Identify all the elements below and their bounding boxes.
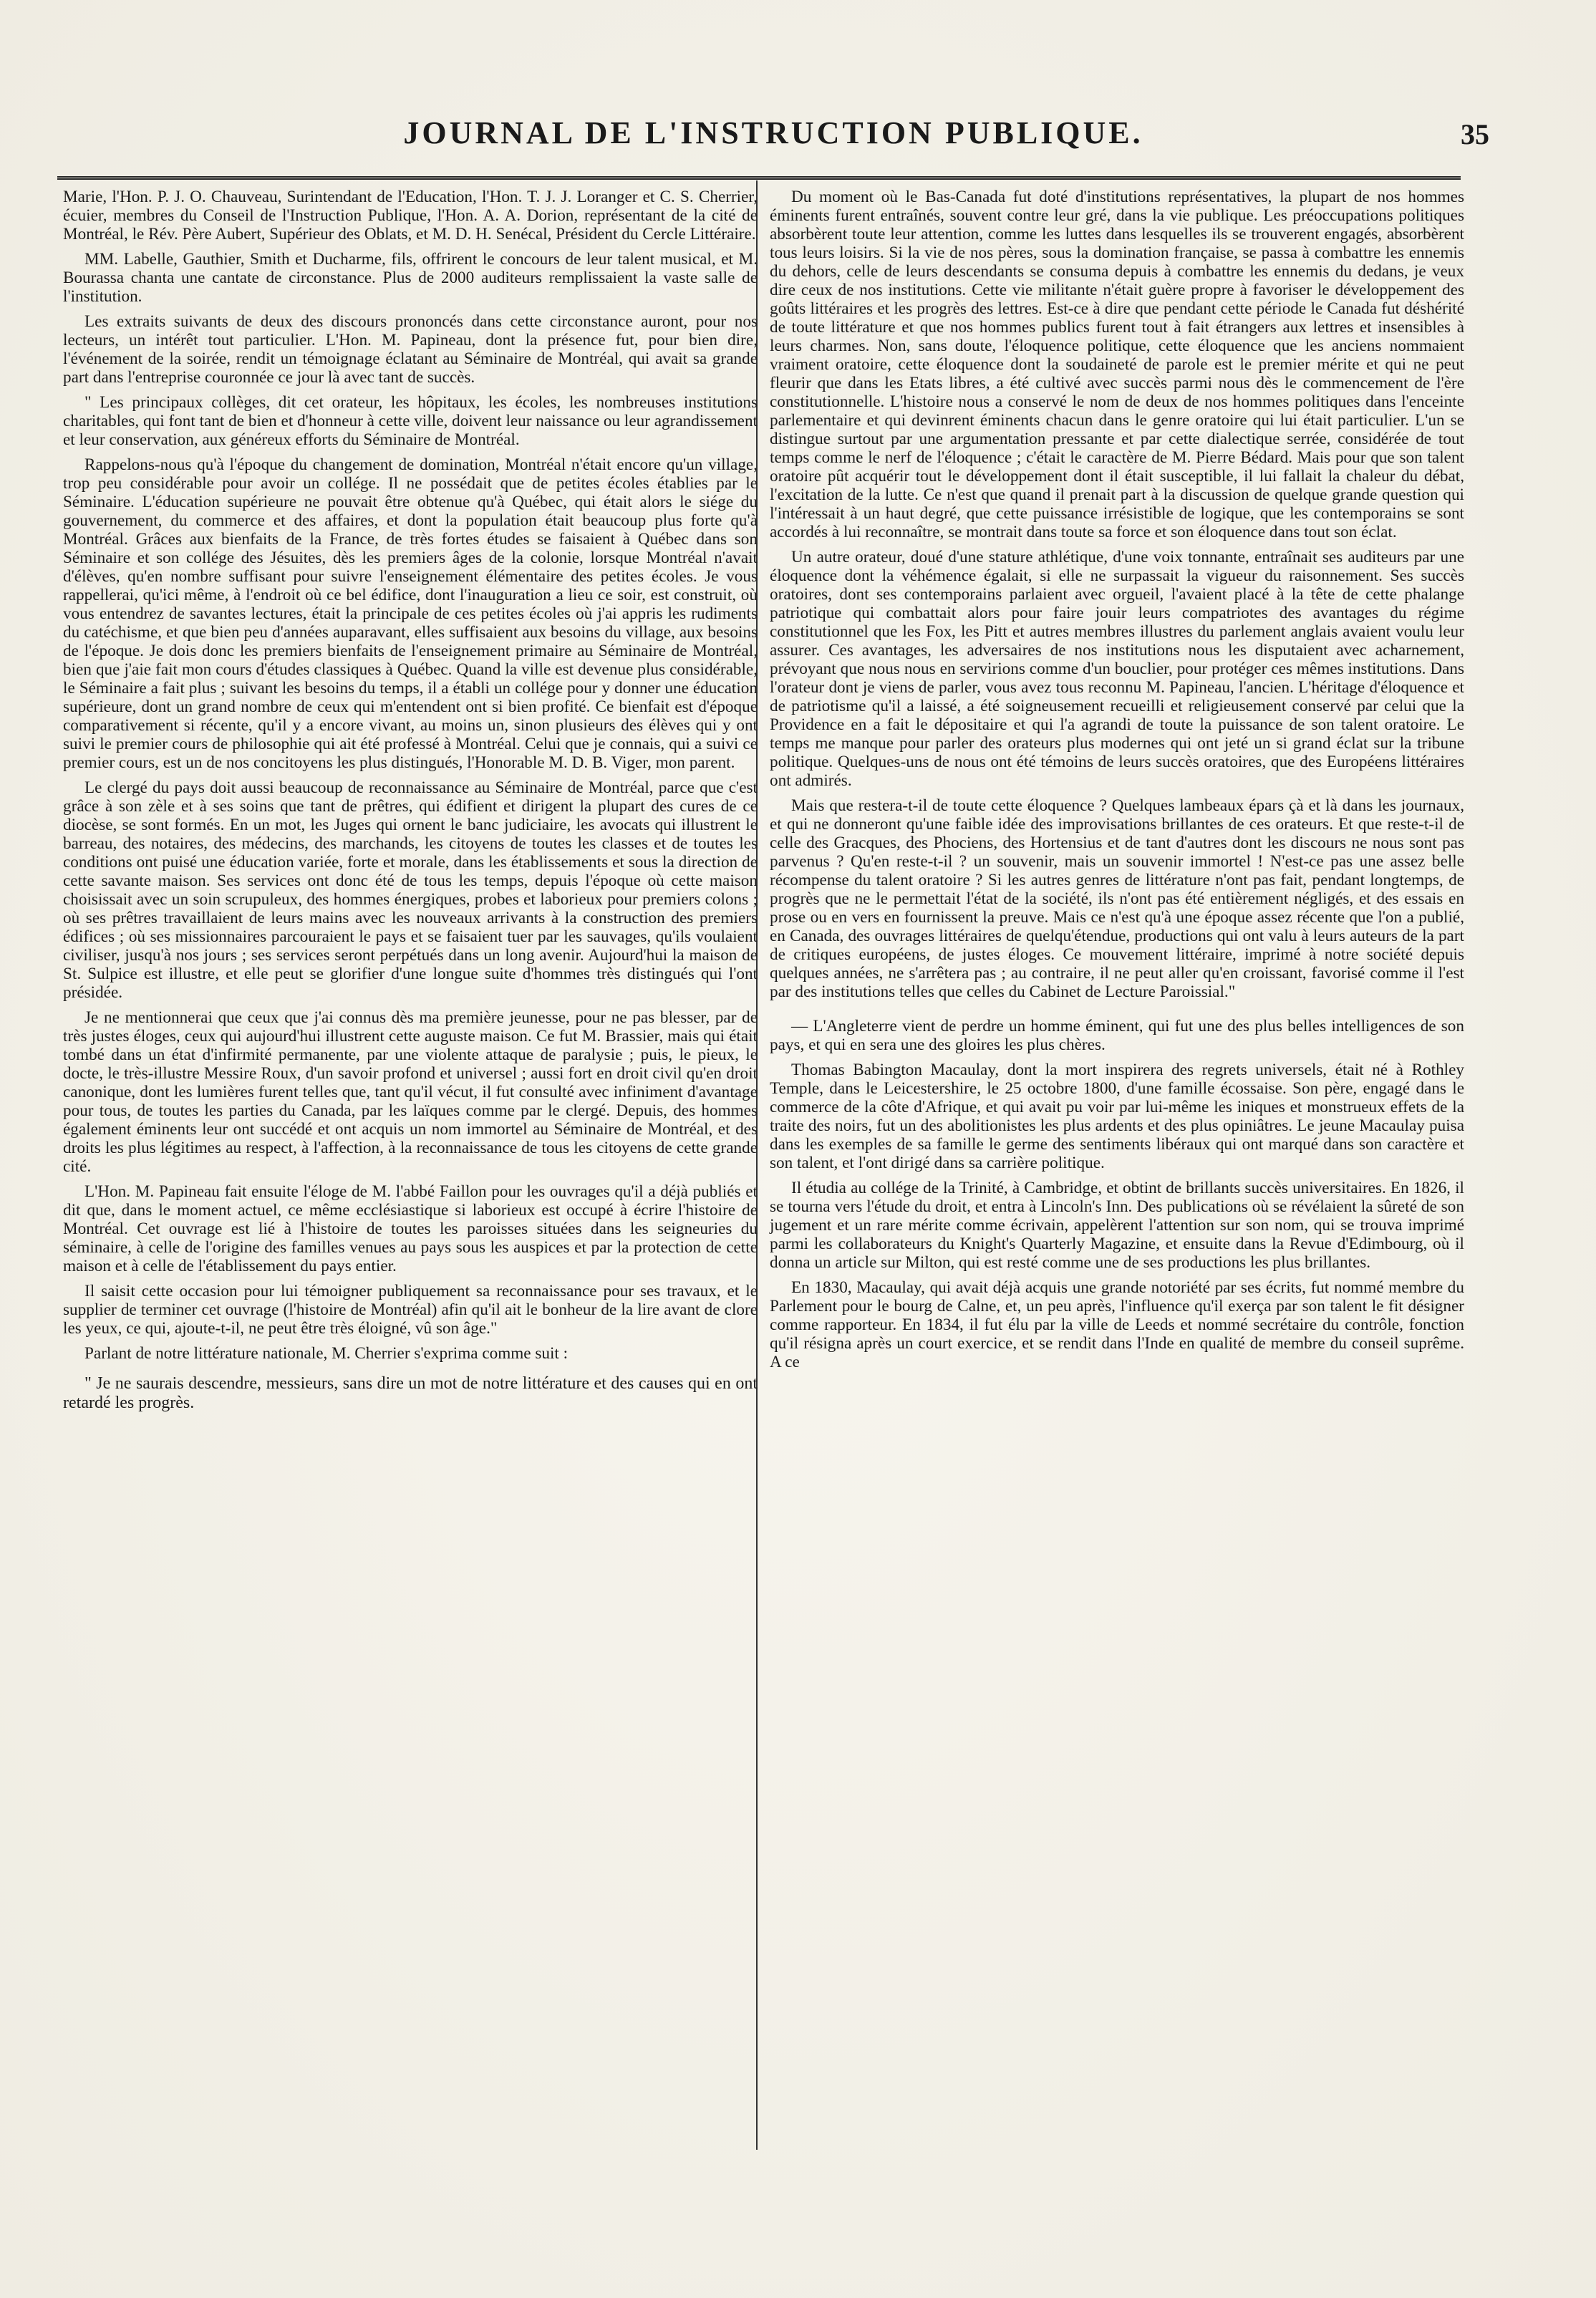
paragraph: En 1830, Macaulay, qui avait déjà acquis une grande notoriété par ses écrits, fut nommé membre du Parlement pour le bourg de Calne, et, un peu après, l'influence qu'il exerça par son talent le fit désigner comme rapporteur. En 1834, il fut élu par la ville de Leeds et nommé secrétaire du contrôle, fonction qu'il résigna après un court exercice, et se rendit dans l'Inde en qualité de membre du conseil suprême. A ce xyxy=(770,1278,1464,1371)
right-column xyxy=(770,188,1464,1378)
paragraph: " Les principaux collèges, dit cet orateur, les hôpitaux, les écoles, les nombreuses institutions charitables, qui font tant de bien et d'honneur à cette ville, doivent leur naissance ou leur agrandissement et leur conservation, aux généreux efforts du Séminaire de Montréal. xyxy=(63,393,758,449)
page-number: 35 xyxy=(1461,118,1489,150)
paragraph: Parlant de notre littérature nationale, M. Cherrier s'exprima comme suit : xyxy=(84,1344,569,1363)
paragraph: Les extraits suivants de deux des discours prononcés dans cette circonstance auront, pour nos lecteurs, un intérêt tout particulier. L'Hon. M. Papineau, dont la présence fut, pour bien dire, l'événement de la soirée, rendit un témoignage éclatant au Séminaire de Montréal, qui avait sa grande part dans l'entreprise couronnée ce jour là avec tant de succès. xyxy=(63,312,758,387)
paragraph: — L'Angleterre vient de perdre un homme éminent, qui fut une des plus belles intelligences de son pays, et qui en sera une des gloires les plus chères. xyxy=(770,1017,1464,1054)
page-title: JOURNAL DE L'INSTRUCTION PUBLIQUE. xyxy=(403,115,1143,150)
paragraph: MM. Labelle, Gauthier, Smith et Ducharme, fils, offrirent le concours de leur talent musical, et M. Bourassa chanta une cantate de circonstance. Plus de 2000 auditeurs remplissaient la vaste salle de l'institution. xyxy=(63,250,758,306)
paragraph: Un autre orateur, doué d'une stature athlétique, d'une voix tonnante, entraînait ses auditeurs par une éloquence dont la véhémence égalait, si elle ne surpassait la vigueur du raisonnement. Ses succès oratoires, dont ses contemporains parlaient avec orgueil, l'avaient placé à la tête de cette phalange patriotique qui combattait alors pour faire jouir leurs compatriotes des avantages du régime constitutionnel que les Fox, les Pitt et autres membres illustres du parlement anglais avaient voulu leur assurer. Ces avantages, les adversaires de nos institutions nous les disputaient avec acharnement, prévoyant que nous nous en servirions comme d'un bouclier, pour protéger ces mêmes institutions. Dans l'orateur dont je viens de parler, vous avez tous reconnu M. Papineau, l'ancien. L'héritage d'éloquence et de patriotisme qu'il a laissé, a été soigneusement recueilli et religieusement conservé par celui que la Providence en a fait le dépositaire et qui l'a agrandi de toute la puissance de son talent oratoire. Le temps me manque pour parler des orateurs plus modernes qui ont jeté un si grand éclat sur la tribune politique. Quelques-uns de nous ont été témoins de leurs succès oratoires, que des Européens littéraires ont admirés. xyxy=(770,548,1464,790)
paragraph: Il saisit cette occasion pour lui témoigner publiquement sa reconnaissance pour ses travaux, et le supplier de terminer cet ouvrage (l'histoire de Montréal) afin qu'il ait le bonheur de la lire avant de clore les yeux, ce qui, ajoute-t-il, ne peut être très éloigné, vû son âge." xyxy=(63,1282,758,1338)
paragraph: Du moment où le Bas-Canada fut doté d'institutions représentatives, la plupart de nos hommes éminents furent entraînés, souvent contre leur gré, dans la vie publique. Les préoccupations politiques absorbèrent toute leur attention, comme les luttes dans lesquelles ils se trouverent engagés, absorbèrent tous leurs loisirs. Si la vie de nos pères, sous la domination française, se passa à combattre les ennemis du dehors, celle de leurs descendants se consuma depuis à combattre les ennemis du dedans, je veux dire ceux de nos institutions. Cette vie militante n'était guère propre à favoriser le développement des goûts littéraires et les progrès des lettres. Est-ce à dire que pendant cette période le Canada fut déshérité de toute littérature et que nos hommes publics furent tout à fait étrangers aux lettres et insensibles à leurs charmes. Non, sans doute, l'éloquence politique, cette éloquence que les anciens nommaient vraiment oratoire, cette éloquence dont la soudaineté de parole est le premier mérite et qui ne peut fleurir que dans les Etats libres, a été cultivé avec succès parmi nous dès le commencement de l'ère constitutionnelle. L'histoire nous a conservé le nom de deux de nos hommes politiques dans l'enceinte parlementaire et qui devinrent éminents chacun dans le genre oratoire qui lui était particulier. L'un se distingue surtout par une argumentation pressante et par cette dialectique serrée, considérée de tout temps comme le nerf de l'éloquence ; c'était le caractère de M. Pierre Bédard. Mais pour que son talent oratoire pût acquérir tout le développement dont il était susceptible, il lui fallait la chaleur du débat, l'excitation de la lutte. Ce n'est que quand il prenait part à la discussion de quelque grande question qui l'intéressait à un haut degré, que cette puissance irrésistible de logique, que les contemporains se sont accordés à lui reconnaître, se montrait dans toute sa force et son éloquence dans tout son éclat. xyxy=(770,188,1464,541)
paragraph: Rappelons-nous qu'à l'époque du changement de domination, Montréal n'était encore qu'un village, trop peu considérable pour avoir un collége. Il ne possédait que de petites écoles établies par le Séminaire. L'éducation supérieure ne pouvait être obtenue qu'à Québec, qui était alors le siége du gouvernement, du commerce et des affaires, et dont la population était beaucoup plus forte qu'à Montréal. Grâces aux bienfaits de la France, de très fortes études se faisaient à Québec dans son Séminaire et son collége des Jésuites, dès les premiers âges de la colonie, lorsque Montréal n'avait d'élèves, qu'en nombre suffisant pour suivre l'enseignement élémentaire des petites écoles. Je vous rappellerai, qu'ici même, à l'endroit où ce bel édifice, dont l'inauguration a lieu ce soir, est construit, où vous entendrez de savantes lectures, était la principale de ces petites écoles où j'ai appris les rudiments du catéchisme, et que bien peu d'années auparavant, elles suffisaient aux besoins du village, aux besoins de l'époque. Je dois donc les premiers bienfaits de l'enseignement primaire au Séminaire de Montréal, bien que j'aie fait mon cours d'études classiques à Québec. Quand la ville est devenue plus considérable, le Séminaire a fait plus ; suivant les besoins du temps, il a établi un collége pour y donner une éducation supérieure, dont un grand nombre de ceux qui m'entendent ont si bien profité. Ce bienfait est d'époque comparativement si récente, qu'il y a encore vivant, au moins un, sinon plusieurs des élèves qui y ont suivi le premier cours de philosophie qui ait été professé à Montréal. Celui que je connais, qui a suivi ce premier cours, est un de nos concitoyens les plus distingués, l'Honorable M. D. B. Viger, mon parent. xyxy=(63,455,758,772)
paragraph: Thomas Babington Macaulay, dont la mort inspirera des regrets universels, était né à Rothley Temple, dans le Leicestershire, le 25 octobre 1800, d'une famille écossaise. Son père, engagé dans le commerce de la côte d'Afrique, et qui avait pu voir par lui-même les iniques et monstrueux effets de la traite des noirs, fut un des abolitionistes les plus ardents et des plus opiniâtres. Le jeune Macaulay puisa dans les exemples de sa famille le germe des sentiments libéraux qui ont marqué dans son caractère et son talent, et l'ont dirigé dans sa carrière politique. xyxy=(770,1061,1464,1172)
paragraph: " Je ne saurais descendre, messieurs, sans dire un mot de notre littérature et des causes qui en ont retardé les progrès. xyxy=(63,1374,758,1412)
paragraph: L'Hon. M. Papineau fait ensuite l'éloge de M. l'abbé Faillon pour les ouvrages qu'il a déjà publiés et dit que, dans le moment actuel, ce même ecclésiastique si laborieux est occupé à écrire l'histoire de Montréal. Cet ouvrage est lié à l'histoire de toutes les paroisses situées dans les seigneuries du séminaire, à celle de l'origine des familles venues au pays sous les auspices et par la protection de cette maison et à celle de l'établissement du pays entier. xyxy=(63,1182,758,1275)
paragraph: Il étudia au collége de la Trinité, à Cambridge, et obtint de brillants succès universitaires. En 1826, il se tourna vers l'étude du droit, et entra à Lincoln's Inn. Des publications où se révélaient la sûreté de son jugement et un rare mérite comme écrivain, appelèrent l'attention sur son nom, qui se trouva imprimé parmi les collaborateurs du Knight's Quarterly Magazine, et ensuite dans la Revue d'Edimbourg, où il donna un article sur Milton, qui est resté comme une de ses productions les plus brillantes. xyxy=(770,1179,1464,1272)
left-column xyxy=(63,188,758,1419)
page-header xyxy=(57,115,1489,165)
paragraph: Mais que restera-t-il de toute cette éloquence ? Quelques lambeaux épars çà et là dans les journaux, et qui ne donneront qu'une faible idée des improvisations brillantes de ces orateurs. Et que reste-t-il de celle des Gracques, des Phociens, des Hortensius et de tant d'autres dont les discours ne nous sont pas parvenus ? Qu'en reste-t-il ? un souvenir, mais un souvenir immortel ! N'est-ce pas une assez belle récompense du talent oratoire ? Si les autres genres de littérature n'ont pas fait, pendant longtemps, de progrès que ne le permettait l'état de la société, ils n'ont pas été entièrement négligés, et des essais en prose ou en vers en fournissent la preuve. Mais ce n'est qu'à une époque assez récente que l'on a publié, en Canada, des ouvrages littéraires de quelqu'étendue, productions qui ont valu à leurs auteurs de la part de critiques européens, de justes éloges. Ce mouvement littéraire, imprimé à notre société depuis quelques années, ne s'arrêtera pas ; au contraire, il ne peut aller qu'en croissant, favorisé comme il l'est par des institutions telles que celles du Cabinet de Lecture Paroissial." xyxy=(770,796,1464,1001)
paragraph: Je ne mentionnerai que ceux que j'ai connus dès ma première jeunesse, pour ne pas blesser, par de très justes éloges, ceux qui aujourd'hui illustrent cette auguste maison. Ce fut M. Brassier, mais qui était tombé dans un état d'infirmité permanente, par une violente attaque de paralysie ; puis, le pieux, le docte, le très-illustre Messire Roux, d'un savoir profond et universel ; aussi fort en droit civil qu'en droit canonique, dont les lumières furent telles que, tant qu'il vécut, il fut consulté avec infiniment d'avantage pour tous, de toutes les parties du Canada, par les laïques comme par le clergé. Depuis, des hommes également éminents leur ont succédé et ont acquis un nom immortel au Séminaire de Montréal, et des droits les plus légitimes au respect, à l'affection, à la reconnaissance de tous les citoyens de cette grande cité. xyxy=(63,1008,758,1176)
paragraph: Marie, l'Hon. P. J. O. Chauveau, Surintendant de l'Education, l'Hon. T. J. J. Loranger et C. S. Cherrier, écuier, membres du Conseil de l'Instruction Publique, l'Hon. A. A. Dorion, représentant de la cité de Montréal, le Rév. Père Aubert, Supérieur des Oblats, et M. D. H. Senécal, Président du Cercle Littéraire. xyxy=(63,188,758,243)
paragraph: Le clergé du pays doit aussi beaucoup de reconnaissance au Séminaire de Montréal, parce que c'est grâce à son zèle et à ses soins que tant de prêtres, qui édifient et dirigent la plupart des cures de ce diocèse, se sont formés. En un mot, les Juges qui ornent le banc judiciaire, les avocats qui illustrent le barreau, des notaires, des médecins, des marchands, les citoyens de toutes les classes et de toutes les conditions ont puisé une éducation variée, forte et morale, dans les établissements et sous la direction de cette savante maison. Ses services ont donc été de tous les temps, depuis l'époque où cette maison choisissait avec un soin scrupuleux, des hommes énergiques, probes et laborieux pour premiers colons ; où ses prêtres travaillaient de leurs mains avec les nouveaux arrivants à la construction des premiers édifices ; où ses missionnaires parcouraient le pays et se faisaient tuer par les sauvages, qu'ils voulaient civiliser, jusqu'à nos jours ; ses services seront perpétués dans un long avenir. Aujourd'hui la maison de St. Sulpice est illustre, et elle peut se glorifier d'une longue suite d'hommes très distingués qui l'ont présidée. xyxy=(63,778,758,1002)
header-rule xyxy=(57,176,1461,180)
